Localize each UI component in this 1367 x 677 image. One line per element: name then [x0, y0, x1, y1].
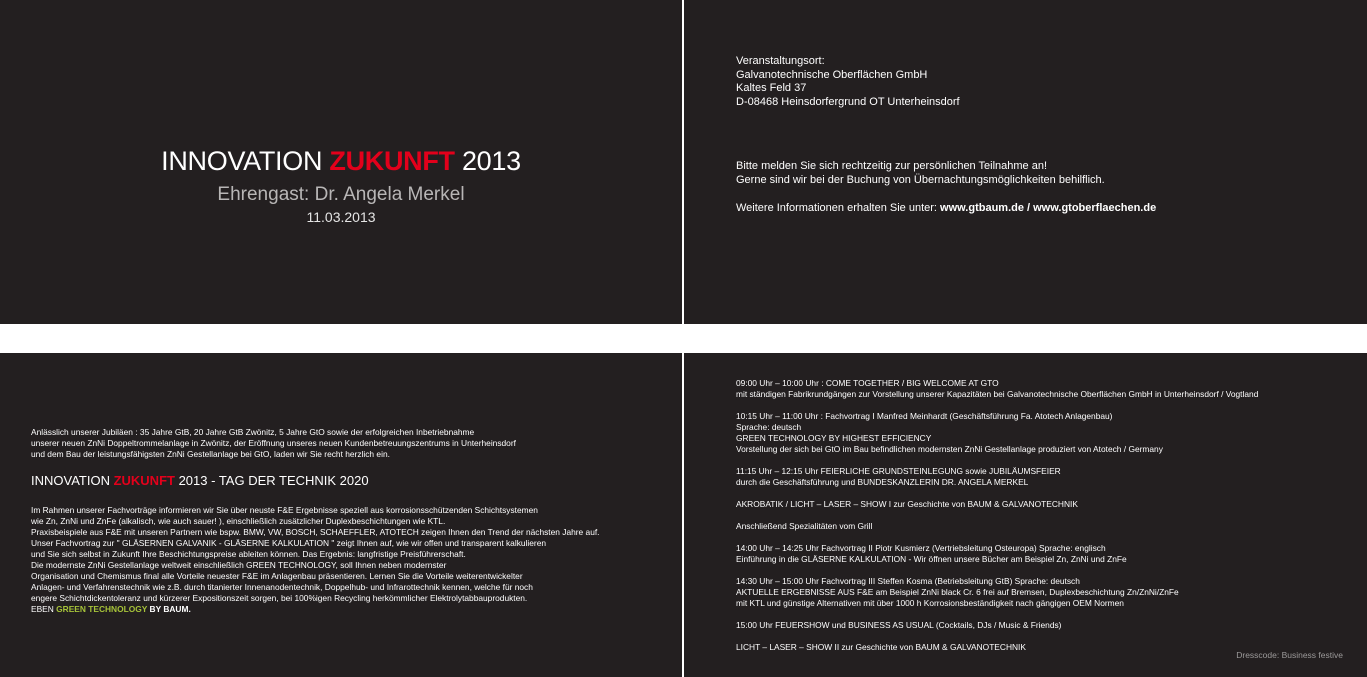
invitation-panel [0, 353, 682, 677]
more-info [736, 202, 1156, 214]
program-line: AKROBATIK / LICHT – LASER – SHOW I zur Geschichte von BAUM & GALVANOTECHNIK [736, 499, 1078, 509]
venue-line: Kaltes Feld 37 [736, 82, 807, 94]
program-line: mit KTL und günstige Alternativen mit über 1000 h Korrosionsbeständigkeit nach gängigen OEM Normen [736, 598, 1124, 608]
program-panel [684, 353, 1367, 677]
invitation-subhead [31, 473, 369, 488]
program-line: LICHT – LASER – SHOW II zur Geschichte von BAUM & GALVANOTECHNIK [736, 642, 1026, 652]
body-line: engere Schichtdickentoleranz und kürzerer Expositionszeit sorgen, bei 100%igen Recycling herkömmlicher Elektrolytabbauprodukten. [31, 593, 528, 603]
venue-panel [684, 0, 1367, 324]
program-line: AKTUELLE ERGEBNISSE AUS F&E am Beispiel ZnNi black Cr. 6 frei auf Bremsen, Duplexbeschichtung Zn/ZnNi/ZnFe [736, 587, 1179, 597]
program-item [736, 378, 1356, 400]
program-line: Einführung in die GLÄSERNE KALKULATION - Wir öffnen unsere Bücher am Beispiel Zn, ZnNi und ZnFe [736, 554, 1127, 564]
more-info-links[interactable]: www.gtbaum.de / www.gtoberflaechen.de [940, 202, 1157, 214]
program-line: Vorstellung der sich bei GtO im Bau befindlichen modernsten ZnNi Gestellanlage produziert von Atotech / Germany [736, 444, 1163, 454]
body-line: Anlagen- und Verfahrenstechnik wie z.B. durch titanierter Innenanodentechnik, Doppelhub- und Infrarottechnik kennen, welche für noch [31, 582, 533, 592]
program-schedule [736, 378, 1356, 664]
body-line: wie Zn, ZnNi und ZnFe (alkalisch, wie auch sauer! ), einschließlich zusätzlicher Duplexbeschichtungen wie KTL. [31, 516, 446, 526]
program-line: 14:00 Uhr – 14:25 Uhr Fachvortrag II Piotr Kusmierz (Vertriebsleitung Osteuropa) Sprache: englisch [736, 543, 1106, 553]
intro-line: unserer neuen ZnNi Doppeltrommelanlage in Zwönitz, der Eröffnung unseres neuen Kundenbetreuungszentrums in Unterheinsdorf [31, 438, 516, 448]
program-item [736, 620, 1356, 631]
venue-line: D-08468 Heinsdorfergrund OT Unterheinsdorf [736, 95, 960, 108]
cover-title-year: 2013 [454, 146, 521, 176]
notice-line: Gerne sind wir bei der Buchung von Übernachtungsmöglichkeiten behilflich. [736, 173, 1105, 186]
more-info-label: Weitere Informationen erhalten Sie unter: [736, 202, 941, 214]
cover-date: 11.03.2013 [306, 209, 376, 225]
program-line: 15:00 Uhr FEUERSHOW und BUSINESS AS USUAL (Cocktails, DJs / Music & Friends) [736, 620, 1062, 630]
program-line: 11:15 Uhr – 12:15 Uhr FEIERLICHE GRUNDSTEINLEGUNG sowie JUBILÄUMSFEIER [736, 466, 1061, 476]
program-item [736, 521, 1356, 532]
program-line: 09:00 Uhr – 10:00 Uhr : COME TOGETHER / BIG WELCOME AT GTO [736, 378, 999, 388]
body-line: Organisation und Chemismus final alle Vorteile neuester F&E im Anlagenbau präsentieren. Lernen Sie die Vorteile weiterentwickelter [31, 571, 523, 581]
subhead-highlight: ZUKUNFT [113, 473, 175, 488]
program-line: mit ständigen Fabrikrundgängen zur Vorstellung unserer Kapazitäten bei Galvanotechnische Oberflächen GmbH in Unterheinsdorf / Vogtland [736, 389, 1259, 399]
venue-line: Galvanotechnische Oberflächen GmbH [736, 68, 928, 81]
cover-guest: Ehrengast: Dr. Angela Merkel [217, 184, 465, 205]
program-item [736, 499, 1356, 510]
subhead-post: 2013 - TAG DER TECHNIK 2020 [174, 473, 369, 488]
program-line: 14:30 Uhr – 15:00 Uhr Fachvortrag III Steffen Kosma (Betriebsleitung GtB) Sprache: deutsch [736, 576, 1080, 586]
program-line: 10:15 Uhr – 11:00 Uhr : Fachvortrag I Manfred Meinhardt (Geschäftsführung Fa. Atotech Anlagenbau) [736, 411, 1113, 421]
body-line: Unser Fachvortrag zur " GLÄSERNEN GALVANIK - GLÄSERNE KALKULATION " zeigt Ihnen auf, wie wir offen und transparent kalkulieren [31, 538, 547, 548]
registration-notice [736, 160, 1105, 187]
intro-line: Anlässlich unserer Jubiläen : 35 Jahre GtB, 20 Jahre GtB Zwönitz, 5 Jahre GtO sowie der erfolgreichen Inbetriebnahme [31, 427, 475, 437]
closing-post: BY BAUM. [147, 604, 191, 614]
program-line: Anschließend Spezialitäten vom Grill [736, 521, 873, 531]
body-line: und Sie sich selbst in Zukunft Ihre Beschichtungspreise ableiten können. Das Ergebnis: langfristige Preisführerschaft. [31, 549, 466, 559]
body-line: Die modernste ZnNi Gestellanlage weltweit einschließlich GREEN TECHNOLOGY, soll Ihnen neben modernster [31, 560, 447, 570]
cover-panel [0, 0, 682, 324]
invitation-intro [31, 427, 671, 460]
invitation-body [31, 505, 671, 615]
body-line: Im Rahmen unserer Fachvorträge informieren wir Sie über neuste F&E Ergebnisse speziell aus korrosionsschützenden Schichtsystemen [31, 505, 538, 515]
notice-line: Bitte melden Sie sich rechtzeitig zur persönlichen Teilnahme an! [736, 160, 1048, 172]
program-line: Sprache: deutsch [736, 422, 802, 432]
program-item [736, 543, 1356, 565]
dresscode: Dresscode: Business festive [1236, 650, 1343, 660]
subhead-pre: INNOVATION [31, 473, 114, 488]
program-item [736, 576, 1356, 609]
body-line: Praxisbeispiele aus F&E mit unseren Partnern wie bspw. BMW, VW, BOSCH, SCHAEFFLER, ATOTECH zeigen Ihnen den Trend der nächsten Jahre auf. [31, 527, 600, 537]
program-item [736, 466, 1356, 488]
program-line: GREEN TECHNOLOGY BY HIGHEST EFFICIENCY [736, 433, 932, 443]
closing-green: GREEN TECHNOLOGY [56, 604, 148, 614]
program-line: durch die Geschäftsführung und BUNDESKANZLERIN DR. ANGELA MERKEL [736, 477, 1029, 487]
intro-line: und dem Bau der leistungsfähigsten ZnNi Gestellanlage bei GtO, laden wir Sie recht herzlich ein. [31, 449, 390, 459]
venue-address [736, 55, 960, 109]
cover-title-highlight: ZUKUNFT [329, 146, 455, 176]
cover-title [0, 146, 682, 177]
body-closing [31, 604, 671, 615]
closing-pre: EBEN [31, 604, 57, 614]
program-item [736, 411, 1356, 455]
venue-line: Veranstaltungsort: [736, 55, 825, 67]
cover-title-pre: INNOVATION [161, 146, 330, 176]
